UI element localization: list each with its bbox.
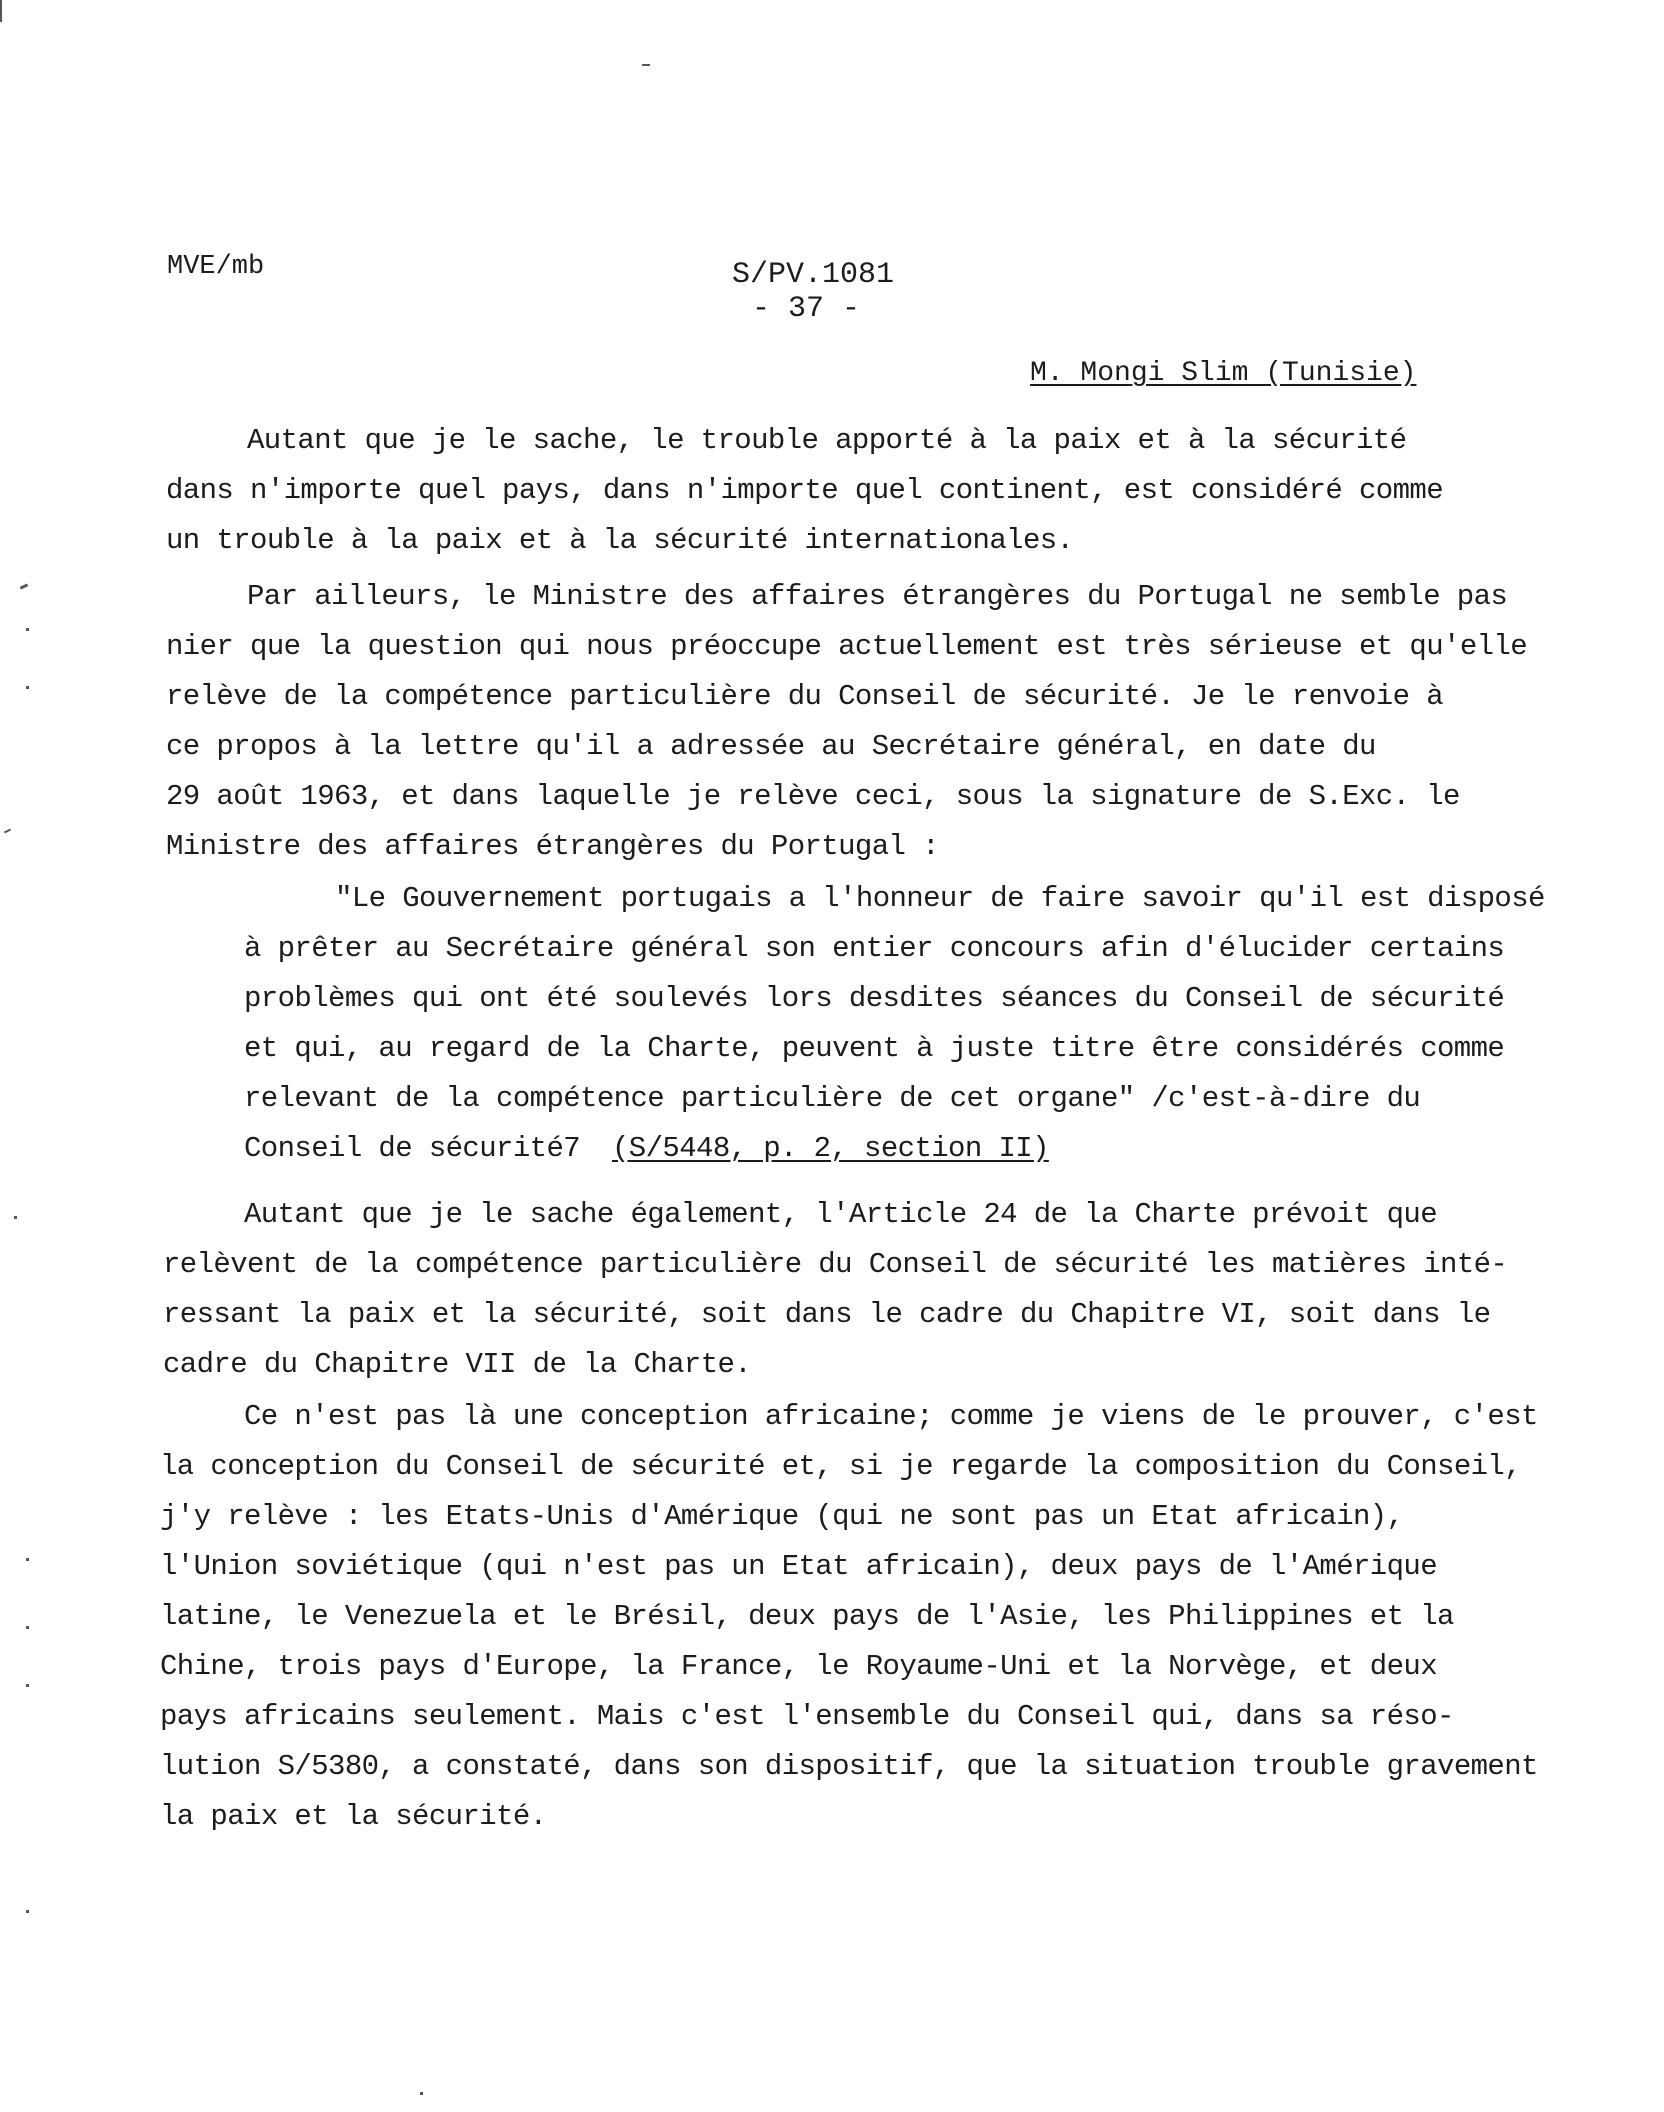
text-line: Chine, trois pays d'Europe, la France, le Royaume-Uni et la Norvège, et deux — [160, 1650, 1438, 1683]
quote-line: "Le Gouvernement portugais a l'honneur de faire savoir qu'il est disposé — [335, 882, 1545, 915]
text-line: ce propos à la lettre qu'il a adressée au Secrétaire général, en date du — [166, 730, 1376, 763]
text-line: lution S/5380, a constaté, dans son dispositif, que la situation trouble gravement — [160, 1750, 1538, 1783]
text-line: cadre du Chapitre VII de la Charte. — [163, 1348, 752, 1381]
margin-dot-mark — [26, 1626, 29, 1629]
scan-dash-mark — [642, 64, 650, 66]
document-symbol: S/PV.1081 — [732, 258, 895, 292]
margin-dot-mark — [14, 1216, 17, 1219]
margin-dot-mark — [26, 628, 29, 631]
text-line: relèvent de la compétence particulière du Conseil de sécurité les matières inté- — [163, 1248, 1508, 1281]
quote-line: relevant de la compétence particulière de cet organe" /c'est-à-dire du — [244, 1082, 1421, 1115]
text-line: Par ailleurs, le Ministre des affaires étrangères du Portugal ne semble pas — [247, 580, 1508, 613]
text-line: la paix et la sécurité. — [160, 1800, 547, 1833]
text-line: Ce n'est pas là une conception africaine; comme je viens de le prouver, c'est — [244, 1400, 1538, 1433]
text-line: l'Union soviétique (qui n'est pas un Etat africain), deux pays de l'Amérique — [160, 1550, 1438, 1583]
page-number: - 37 - — [752, 292, 861, 326]
text-line: Autant que je le sache, le trouble apporté à la paix et à la sécurité — [247, 424, 1407, 457]
margin-dot-mark — [26, 1684, 29, 1687]
text-line: dans n'importe quel pays, dans n'importe quel continent, est considéré comme — [166, 474, 1444, 507]
scan-edge-mark — [0, 0, 2, 22]
text-line: la conception du Conseil de sécurité et, si je regarde la composition du Conseil, — [160, 1450, 1522, 1483]
text-line: relève de la compétence particulière du Conseil de sécurité. Je le renvoie à — [166, 680, 1444, 713]
margin-dot-mark — [420, 2092, 423, 2095]
quote-line: à prêter au Secrétaire général son entier concours afin d'élucider certains — [244, 932, 1505, 965]
margin-tick-mark — [4, 829, 11, 834]
text-line: nier que la question qui nous préoccupe actuellement est très sérieuse et qu'elle — [166, 630, 1528, 663]
text-line: pays africains seulement. Mais c'est l'ensemble du Conseil qui, dans sa réso- — [160, 1700, 1454, 1733]
quote-line: Conseil de sécurité7 — [244, 1132, 581, 1165]
quote-line: et qui, au regard de la Charte, peuvent à juste titre être considérés comme — [244, 1032, 1505, 1065]
text-line: ressant la paix et la sécurité, soit dans le cadre du Chapitre VI, soit dans le — [163, 1298, 1491, 1331]
citation-reference: (S/5448, p. 2, section II) — [612, 1132, 1049, 1165]
margin-dot-mark — [26, 686, 29, 689]
text-line: latine, le Venezuela et le Brésil, deux pays de l'Asie, les Philippines et la — [160, 1600, 1454, 1633]
margin-dot-mark — [26, 1910, 29, 1913]
margin-tick-mark — [20, 583, 29, 589]
text-line: j'y relève : les Etats-Unis d'Amérique (qui ne sont pas un Etat africain), — [160, 1500, 1404, 1533]
text-line: Autant que je le sache également, l'Article 24 de la Charte prévoit que — [244, 1198, 1438, 1231]
reference-initials: MVE/mb — [167, 252, 265, 282]
speaker-name: M. Mongi Slim (Tunisie) — [1030, 358, 1417, 389]
text-line: 29 août 1963, et dans laquelle je relève ceci, sous la signature de S.Exc. le — [166, 780, 1460, 813]
quote-line: problèmes qui ont été soulevés lors desdites séances du Conseil de sécurité — [244, 982, 1505, 1015]
text-line: Ministre des affaires étrangères du Portugal : — [166, 830, 939, 863]
text-line: un trouble à la paix et à la sécurité internationales. — [166, 524, 1074, 557]
margin-dot-mark — [26, 1558, 29, 1561]
